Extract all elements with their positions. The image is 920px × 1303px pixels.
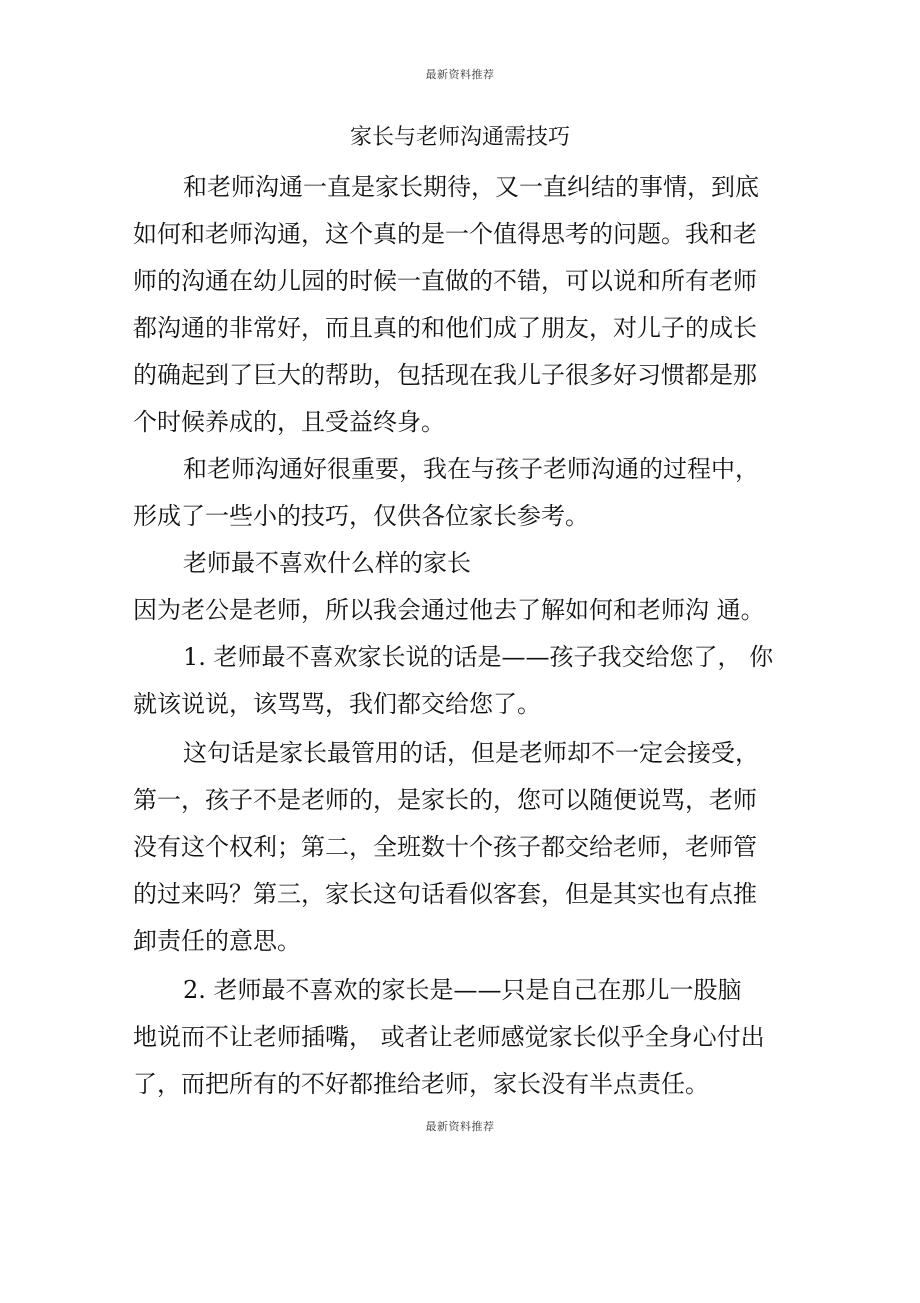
document-title: 家长与老师沟通需技巧 <box>349 125 570 150</box>
body-line: 卸责任的意思。 <box>133 927 301 955</box>
list-item-2: 2. 老师最不喜欢的家长是——只是自己在那儿一股脑 <box>183 976 742 1004</box>
list-item-1: 1. 老师最不喜欢家长说的话是——孩子我交给您了， 你 <box>183 643 774 671</box>
section-heading: 老师最不喜欢什么样的家长 <box>183 549 471 577</box>
body-line: 和老师沟通一直是家长期待，又一直纠结的事情，到底 <box>183 173 759 201</box>
body-line: 形成了一些小的技巧，仅供各位家长参考。 <box>133 502 589 530</box>
body-line: 这句话是家长最管用的话，但是老师却不一定会接受， <box>183 739 759 767</box>
page-footer: 最新资料推荐 <box>425 1120 495 1133</box>
body-line: 因为老公是老师，所以我会通过他去了解如何和老师沟 通。 <box>133 596 765 624</box>
body-line: 都沟通的非常好，而且真的和他们成了朋友，对儿子的成长 <box>133 314 757 342</box>
page-header: 最新资料推荐 <box>425 68 495 81</box>
body-line: 和老师沟通好很重要，我在与孩子老师沟通的过程中， <box>183 455 759 483</box>
body-line: 就该说说，该骂骂，我们都交给您了。 <box>133 690 541 718</box>
body-line: 没有这个权利；第二，全班数十个孩子都交给老师，老师管 <box>133 833 757 861</box>
body-line: 第一，孩子不是老师的，是家长的，您可以随便说骂，老师 <box>133 786 757 814</box>
body-line: 师的沟通在幼儿园的时候一直做的不错，可以说和所有老师 <box>133 267 757 295</box>
body-line: 地说而不让老师插嘴， 或者让老师感觉家长似乎全身心付出 <box>133 1023 765 1051</box>
body-line: 的过来吗？第三，家长这句话看似客套，但是其实也有点推 <box>133 880 757 908</box>
body-line: 的确起到了巨大的帮助，包括现在我儿子很多好习惯都是那 <box>133 361 757 389</box>
body-line: 如何和老师沟通，这个真的是一个值得思考的问题。我和老 <box>133 220 757 248</box>
document-body <box>133 164 783 1108</box>
body-line: 个时候养成的，且受益终身。 <box>133 408 445 436</box>
body-line: 了，而把所有的不好都推给老师，家长没有半点责任。 <box>133 1070 709 1098</box>
